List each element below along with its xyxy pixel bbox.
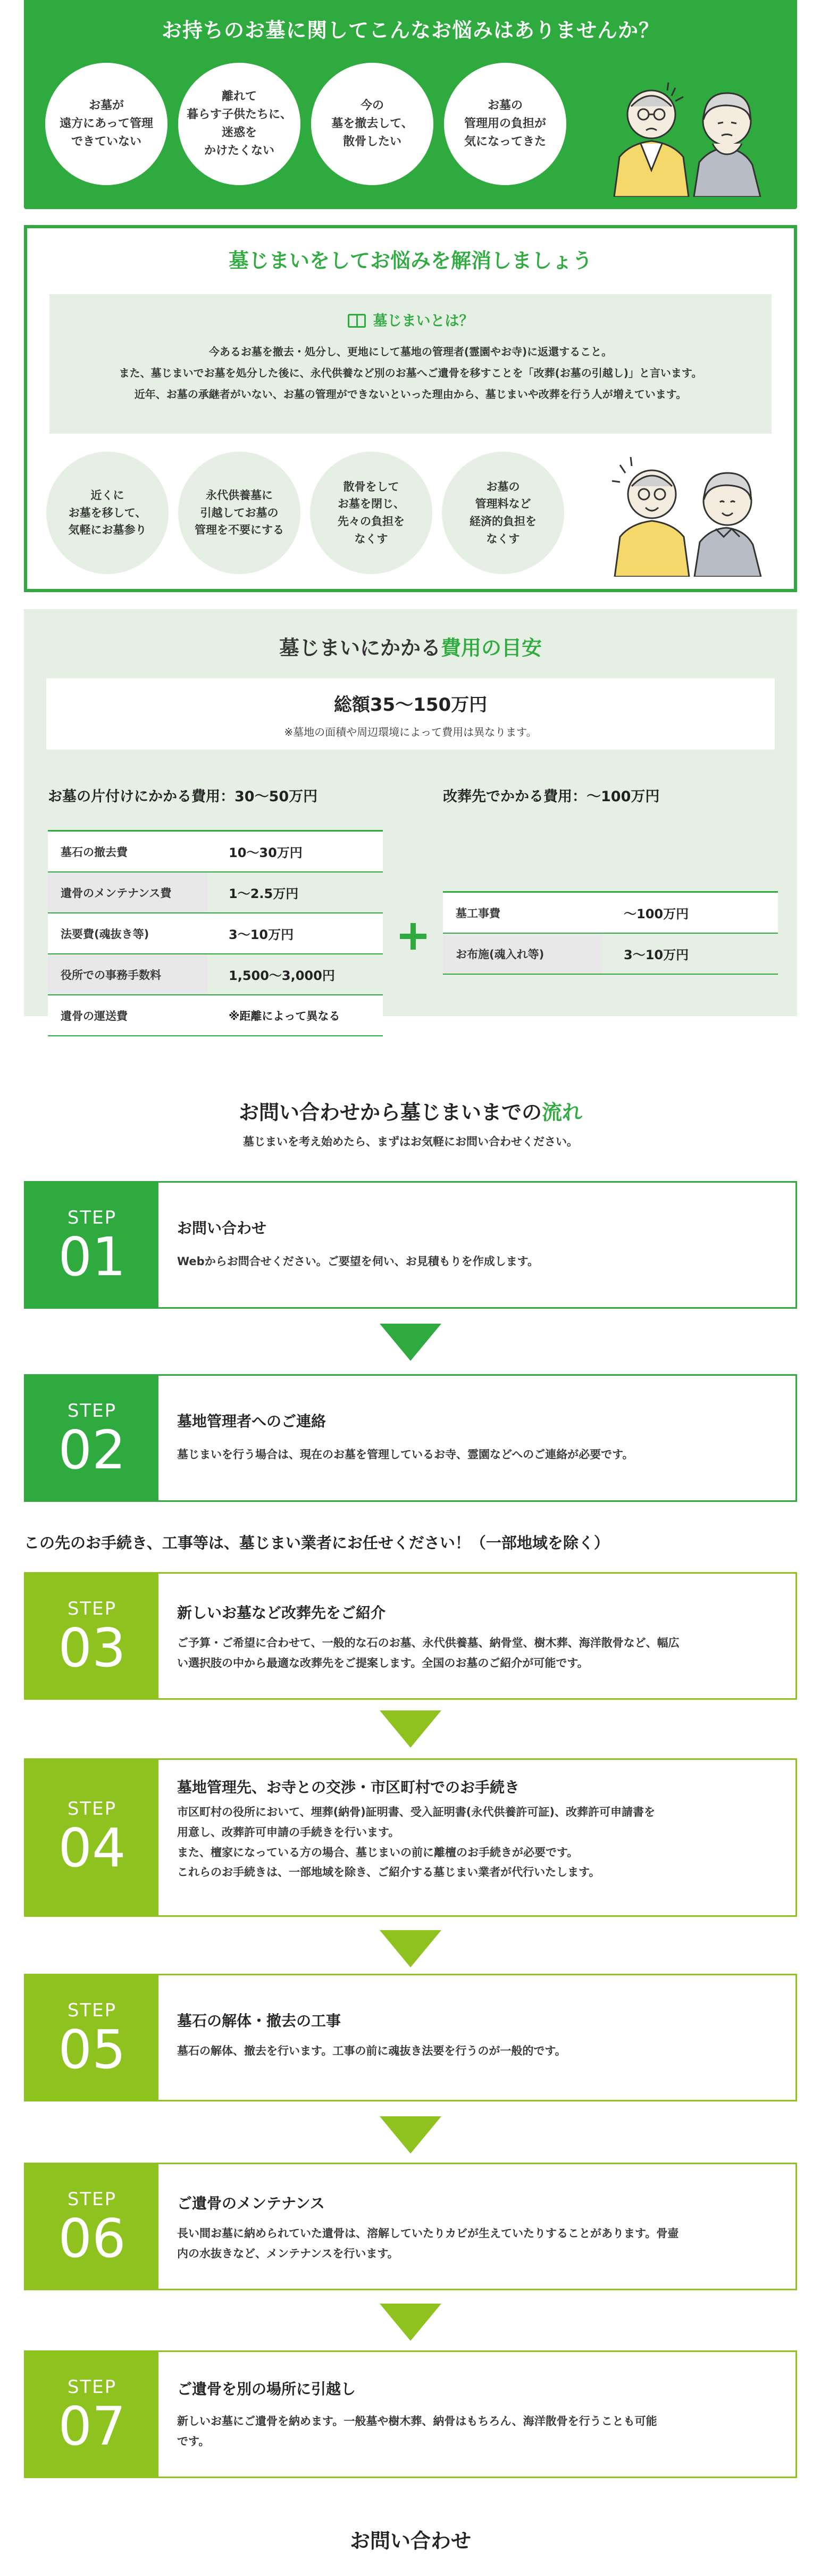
table-row xyxy=(443,934,778,975)
agent-notice: この先のお手続き、工事等は、墓じまい業者にお任せください！（一部地域を除く） xyxy=(24,1534,609,1552)
info-box xyxy=(49,294,772,434)
step-number-block xyxy=(26,2352,158,2477)
worry-bubble: お墓が 遠方にあって管理 できていない xyxy=(45,63,167,185)
step-body: 長い間お墓に納められていた遺骨は、溶解していたりカビが生えていたりすることがあります。骨壷 内の水抜きなど、メンテナンスを行います。 xyxy=(177,2227,679,2260)
cost-item: 遺骨のメンテナンス費 xyxy=(48,872,207,912)
step-number: 04 xyxy=(58,1817,126,1879)
worry-bubble: 離れて 暮らす子供たちに、 迷惑を かけたくない xyxy=(178,63,300,185)
cost-title-accent: 費用の目安 xyxy=(441,636,542,660)
cost-item: 墓工事費 xyxy=(443,893,602,933)
flow-title-text: お問い合わせから墓じまいまでの xyxy=(238,1101,542,1124)
cost-item: 遺骨の運送費 xyxy=(48,995,207,1035)
step-label: STEP xyxy=(67,1207,117,1228)
step-card xyxy=(24,1572,797,1700)
cost-value: 〜100万円 xyxy=(602,893,778,933)
down-arrow-icon xyxy=(380,2116,441,2154)
flow-title xyxy=(0,1096,821,1125)
worry-bubble: 今の 墓を撤去して、 散骨したい xyxy=(311,63,433,185)
step-label: STEP xyxy=(67,1798,117,1819)
worried-couple-illustration xyxy=(609,64,768,197)
step-title: ご遺骨を別の場所に引越し xyxy=(177,2380,356,2398)
solution-bubble: 散骨をして お墓を閉じ、 先々の負担を なくす xyxy=(310,452,432,574)
step-label: STEP xyxy=(67,2189,117,2210)
cost-item: 役所での事務手数料 xyxy=(48,954,207,994)
right-cost-table xyxy=(443,891,778,975)
worries-title: お持ちのお墓に関してこんなお悩みはありませんか？ xyxy=(161,19,659,42)
solution-section xyxy=(24,225,797,592)
cost-value: 1〜2.5万円 xyxy=(207,872,383,912)
step-card xyxy=(24,1974,797,2101)
cost-item: お布施(魂入れ等) xyxy=(443,934,602,974)
contact-heading: お問い合わせ xyxy=(349,2529,471,2553)
solution-bubble: 近くに お墓を移して、 気軽にお墓参り xyxy=(46,452,169,574)
total-cost: 総額35〜150万円 xyxy=(333,694,488,716)
info-heading-text: 墓じまいとは？ xyxy=(373,313,474,329)
cost-value: 10〜30万円 xyxy=(207,832,383,871)
info-heading xyxy=(49,309,772,330)
step-title: 墓石の解体・撤去の工事 xyxy=(177,2012,341,2030)
step-body: 新しいお墓にご遺骨を納めます。一般墓や樹木葬、納骨はもちろん、海洋散骨を行うことも可能 です。 xyxy=(177,2415,657,2448)
step-title: お問い合わせ xyxy=(177,1219,267,1237)
total-cost-note: ※墓地の面積や周辺環境によって費用は異なります。 xyxy=(284,726,537,738)
step-label: STEP xyxy=(67,2376,117,2398)
step-number-block xyxy=(26,1376,158,1500)
book-icon xyxy=(348,314,366,328)
step-label: STEP xyxy=(67,1598,117,1619)
cost-value: 3〜10万円 xyxy=(602,934,778,974)
cost-title xyxy=(24,631,797,661)
worry-bubble: お墓の 管理用の負担が 気になってきた xyxy=(444,63,566,185)
step-number: 02 xyxy=(58,1419,126,1481)
cost-item: 法要費(魂抜き等) xyxy=(48,913,207,953)
cost-value: ※距離によって異なる xyxy=(207,995,383,1035)
left-cost-heading: お墓の片付けにかかる費用：30〜50万円 xyxy=(48,788,318,805)
step-number-block xyxy=(26,1183,158,1307)
step-number: 01 xyxy=(58,1226,126,1288)
step-body: 墓じまいを行う場合は、現在のお墓を管理しているお寺、霊園などへのご連絡が必要です。 xyxy=(177,1448,634,1461)
step-number-block xyxy=(26,1574,158,1698)
cost-item: 墓石の撤去費 xyxy=(48,832,207,871)
step-card xyxy=(24,2163,797,2290)
step-number-block xyxy=(26,1760,158,1915)
step-number-block xyxy=(26,1975,158,2100)
total-cost-box xyxy=(46,678,775,750)
left-cost-table xyxy=(48,830,383,1036)
table-row xyxy=(443,893,778,934)
solution-bubble: 永代供養墓に 引越してお墓の 管理を不要にする xyxy=(178,452,300,574)
down-arrow-icon xyxy=(380,1324,441,1361)
step-label: STEP xyxy=(67,1400,117,1422)
step-number-block xyxy=(26,2164,158,2289)
step-card xyxy=(24,1181,797,1309)
down-arrow-icon xyxy=(380,1930,441,1967)
step-title: 新しいお墓など改葬先をご紹介 xyxy=(177,1604,386,1622)
step-card xyxy=(24,1758,797,1917)
cost-value: 1,500〜3,000円 xyxy=(207,954,383,994)
step-body: Webからお問合せください。ご要望を伺い、お見積もりを作成します。 xyxy=(177,1255,539,1268)
cost-value: 3〜10万円 xyxy=(207,913,383,953)
step-title: 墓地管理者へのご連絡 xyxy=(177,1412,326,1430)
plus-icon xyxy=(400,923,426,950)
step-title: ご遺骨のメンテナンス xyxy=(177,2195,325,2212)
down-arrow-icon xyxy=(380,2304,441,2341)
step-body: ご予算・ご希望に合わせて、一般的な石のお墓、永代供養墓、納骨堂、樹木葬、海洋散骨など、幅広 い選択肢の中から最適な改葬先をご提案します。全国のお墓のご紹介が可能です。 xyxy=(177,1636,680,1669)
cost-title-text: 墓じまいにかかる xyxy=(279,636,441,660)
step-title: 墓地管理先、お寺との交渉・市区町村でのお手続き xyxy=(177,1779,520,1796)
step-card xyxy=(24,1374,797,1502)
table-row xyxy=(48,954,383,995)
step-card xyxy=(24,2350,797,2478)
info-text: 今あるお墓を撤去・処分し、更地にして墓地の管理者(霊園やお寺)に返還すること。 また、墓じまいでお墓を処分した後に、永代供養など別のお墓へご遺骨を移すことを「改葬(お墓の引越し)」と言います。 近年、お墓の承継者がいない、お墓の管理ができないといった理由から、墓じまいや改葬を行う人が増えています。 xyxy=(119,345,702,401)
solution-title: 墓じまいをしてお悩みを解消しましょう xyxy=(228,249,592,272)
step-body: 墓石の解体、撤去を行います。工事の前に魂抜き法要を行うのが一般的です。 xyxy=(177,2045,566,2057)
step-number: 07 xyxy=(58,2395,126,2457)
step-number: 06 xyxy=(58,2207,126,2270)
step-label: STEP xyxy=(67,2000,117,2021)
table-row xyxy=(48,913,383,954)
flow-subtitle: 墓じまいを考え始めたら、まずはお気軽にお問い合わせください。 xyxy=(243,1135,578,1148)
step-number: 05 xyxy=(58,2018,126,2081)
flow-title-accent: 流れ xyxy=(542,1101,583,1124)
step-body: 市区町村の役所において、埋葬(納骨)証明書、受入証明書(永代供養許可証)、改葬許可申請書を 用意し、改葬許可申請の手続きを行います。 また、檀家になっている方の場合、墓じまいの前に離檀のお手続きが必要です。 これらのお手続きは、一部地域を除き、ご紹介する墓じまい業者が代行いたします。 xyxy=(177,1806,655,1879)
table-row xyxy=(48,832,383,872)
table-row xyxy=(48,995,383,1036)
solution-bubble: お墓の 管理料など 経済的負担を なくす xyxy=(442,452,564,574)
step-number: 03 xyxy=(58,1617,126,1679)
right-cost-heading: 改葬先でかかる費用：〜100万円 xyxy=(443,788,660,805)
relieved-couple-illustration xyxy=(609,444,769,577)
table-row xyxy=(48,872,383,913)
down-arrow-icon xyxy=(380,1710,441,1748)
worries-section xyxy=(24,0,797,209)
